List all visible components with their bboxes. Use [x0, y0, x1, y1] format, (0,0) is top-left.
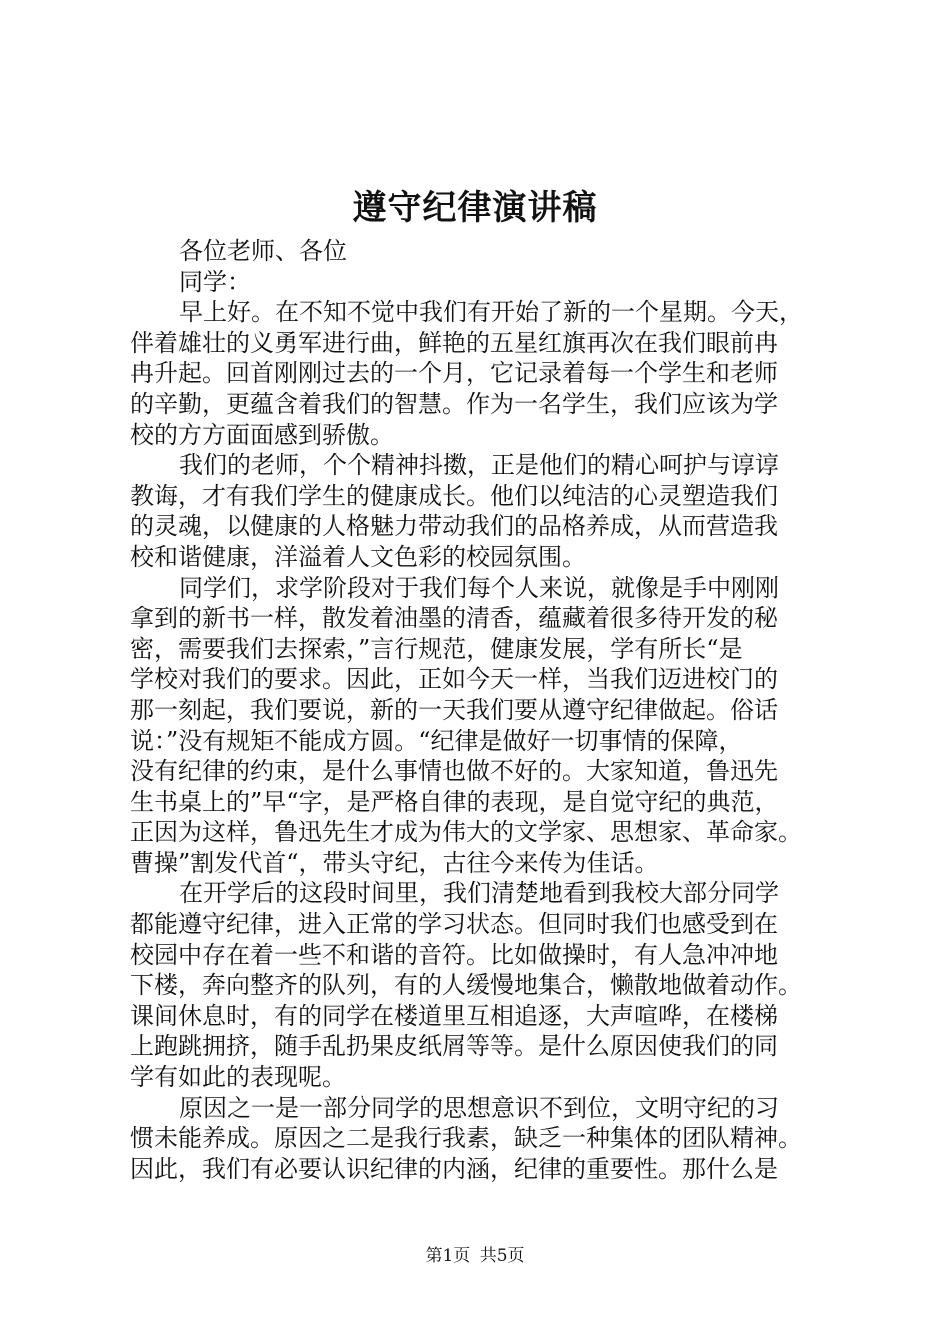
body-line: 校的方方面面感到骄傲。 [130, 420, 394, 449]
body-line: 下楼，奔向整齐的队列，有的人缓慢地集合，懒散地做着动作。 [130, 971, 802, 1000]
body-line: 我们的老师，个个精神抖擞，正是他们的精心呵护与谆谆 [179, 451, 779, 480]
document-body [130, 236, 830, 1184]
body-line: 正因为这样，鲁迅先生才成为伟大的文学家、思想家、革命家。 [130, 818, 802, 847]
body-line: 各位老师、各位 [179, 237, 347, 265]
body-line: 那一刻起，我们要说，新的一天我们要从遵守纪律做起。俗话 [130, 695, 778, 724]
body-line: 曹操”割发代首“，带头守纪，古往今来传为佳话。 [130, 848, 659, 877]
body-line: 课间休息时，有的同学在楼道里互相追逐，大声喧哗，在楼梯 [130, 1001, 778, 1030]
body-line: 同学们，求学阶段对于我们每个人来说，就像是手中刚刚 [179, 573, 779, 602]
body-line: 在开学后的这段时间里，我们清楚地看到我校大部分同学 [179, 879, 779, 908]
body-line: 冉升起。回首刚刚过去的一个月，它记录着每一个学生和老师 [130, 359, 778, 388]
body-line: 原因之一是一部分同学的思想意识不到位，文明守纪的习 [179, 1093, 779, 1122]
body-line: 上跑跳拥挤，随手乱扔果皮纸屑等等。是什么原因使我们的同 [130, 1032, 778, 1061]
body-line: 的灵魂，以健康的人格魅力带动我们的品格养成，从而营造我 [130, 512, 778, 541]
page-footer [0, 1245, 950, 1267]
body-line: 都能遵守纪律，进入正常的学习状态。但同时我们也感受到在 [130, 910, 778, 939]
body-line: 拿到的新书一样，散发着油墨的清香，蕴藏着很多待开发的秘 [130, 604, 778, 633]
page-number: 第1页 [425, 1246, 471, 1266]
body-line: 没有纪律的约束，是什么事情也做不好的。大家知道，鲁迅先 [130, 757, 778, 786]
body-line: 因此，我们有必要认识纪律的内涵，纪律的重要性。那什么是 [130, 1154, 778, 1183]
body-line: 学校对我们的要求。因此，正如今天一样，当我们迈进校门的 [130, 665, 778, 694]
body-line: 说：”没有规矩不能成方圆。“纪律是做好一切事情的保障， [130, 726, 743, 755]
body-line: 学有如此的表现呢。 [130, 1063, 346, 1092]
body-line: 的辛勤，更蕴含着我们的智慧。作为一名学生，我们应该为学 [130, 389, 778, 418]
body-line: 早上好。在不知不觉中我们有开始了新的一个星期。今天， [179, 298, 803, 327]
document-title: 遵守纪律演讲稿 [352, 188, 598, 228]
body-line: 教诲，才有我们学生的健康成长。他们以纯洁的心灵塑造我们 [130, 481, 778, 510]
body-line: 生书桌上的”早“字，是严格自律的表现，是自觉守纪的典范， [130, 787, 779, 816]
body-line: 惯未能养成。原因之二是我行我素，缺乏一种集体的团队精神。 [130, 1124, 802, 1153]
body-line: 校园中存在着一些不和谐的音符。比如做操时，有人急冲冲地 [130, 940, 778, 969]
body-line: 校和谐健康，洋溢着人文色彩的校园氛围。 [130, 542, 586, 571]
page-total: 共5页 [479, 1246, 525, 1266]
body-line: 伴着雄壮的义勇军进行曲，鲜艳的五星红旗再次在我们眼前冉 [130, 328, 778, 357]
body-line: 同学： [179, 267, 251, 296]
body-line: 密，需要我们去探索，”言行规范，健康发展，学有所长“是 [130, 634, 743, 663]
